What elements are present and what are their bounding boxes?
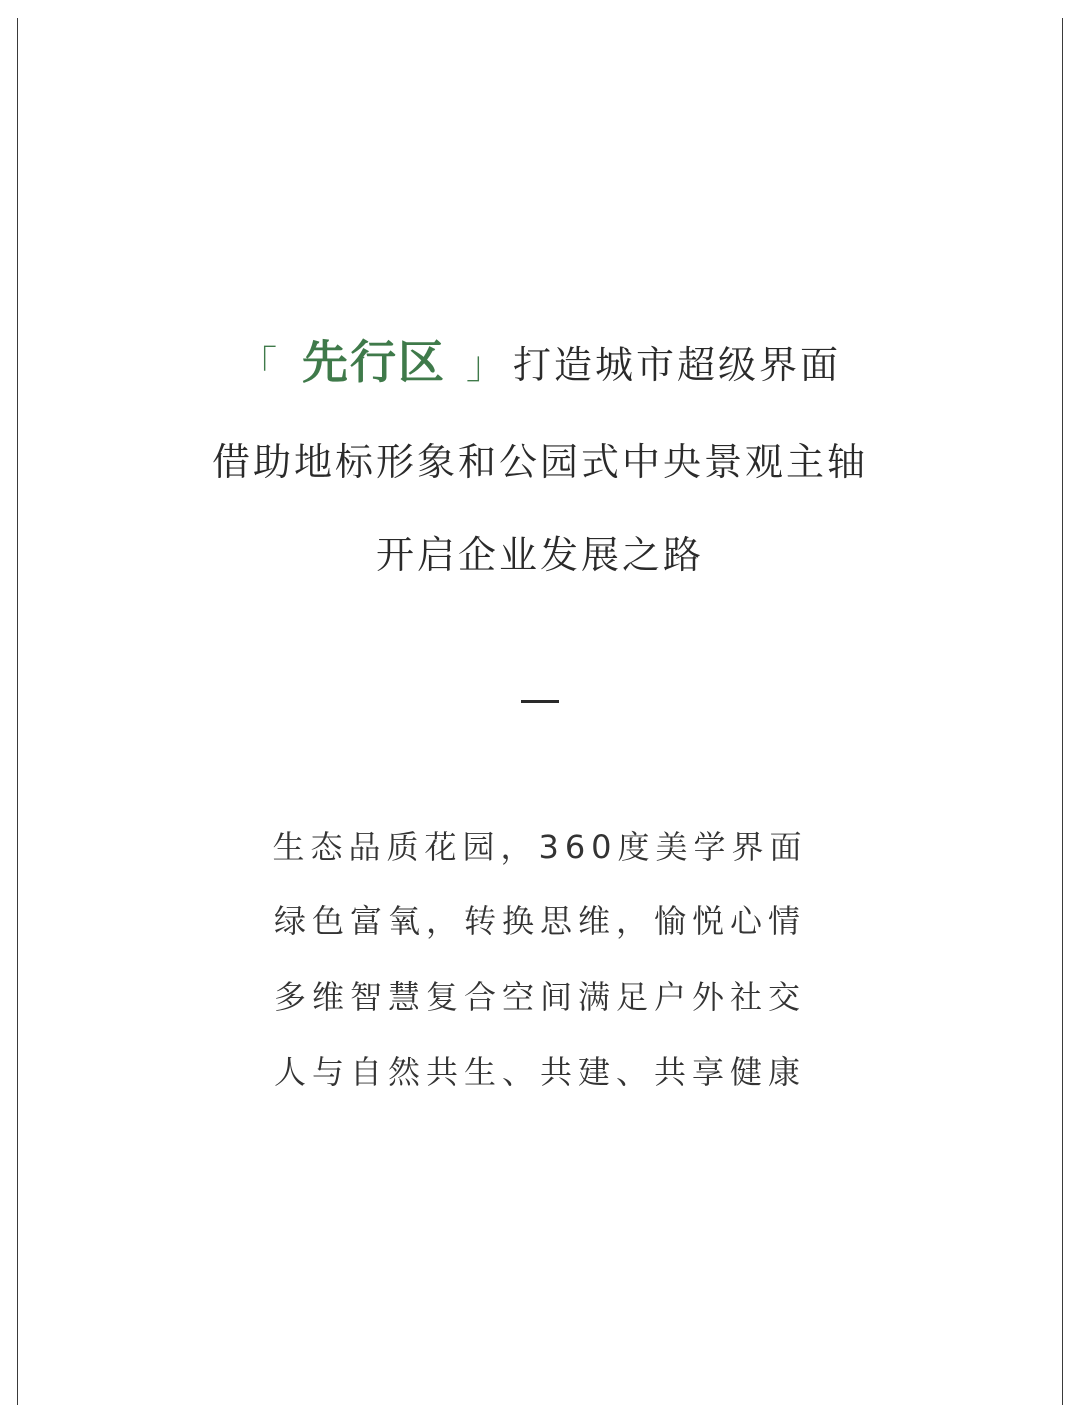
open-bracket: 「 bbox=[238, 343, 280, 387]
headline-line-1-text: 打造城市超级界面 bbox=[513, 343, 842, 387]
headline-line-3: 开启企业发展之路 bbox=[375, 533, 704, 577]
highlight-term: 先行区 bbox=[301, 335, 446, 389]
body-line-2: 绿色富氧，转换思维，愉悦心情 bbox=[273, 902, 806, 940]
headline-line-2: 借助地标形象和公园式中央景观主轴 bbox=[211, 440, 868, 484]
body-line-1: 生态品质花园，360度美学界面 bbox=[272, 828, 808, 866]
close-bracket: 」 bbox=[465, 343, 507, 387]
headline-line-1 bbox=[0, 335, 1080, 389]
body-line-4: 人与自然共生、共建、共享健康 bbox=[273, 1053, 806, 1091]
body-line-3: 多维智慧复合空间满足户外社交 bbox=[273, 978, 806, 1016]
right-frame-line bbox=[1062, 18, 1063, 1405]
left-frame-line bbox=[17, 18, 18, 1405]
section-divider bbox=[521, 700, 559, 703]
